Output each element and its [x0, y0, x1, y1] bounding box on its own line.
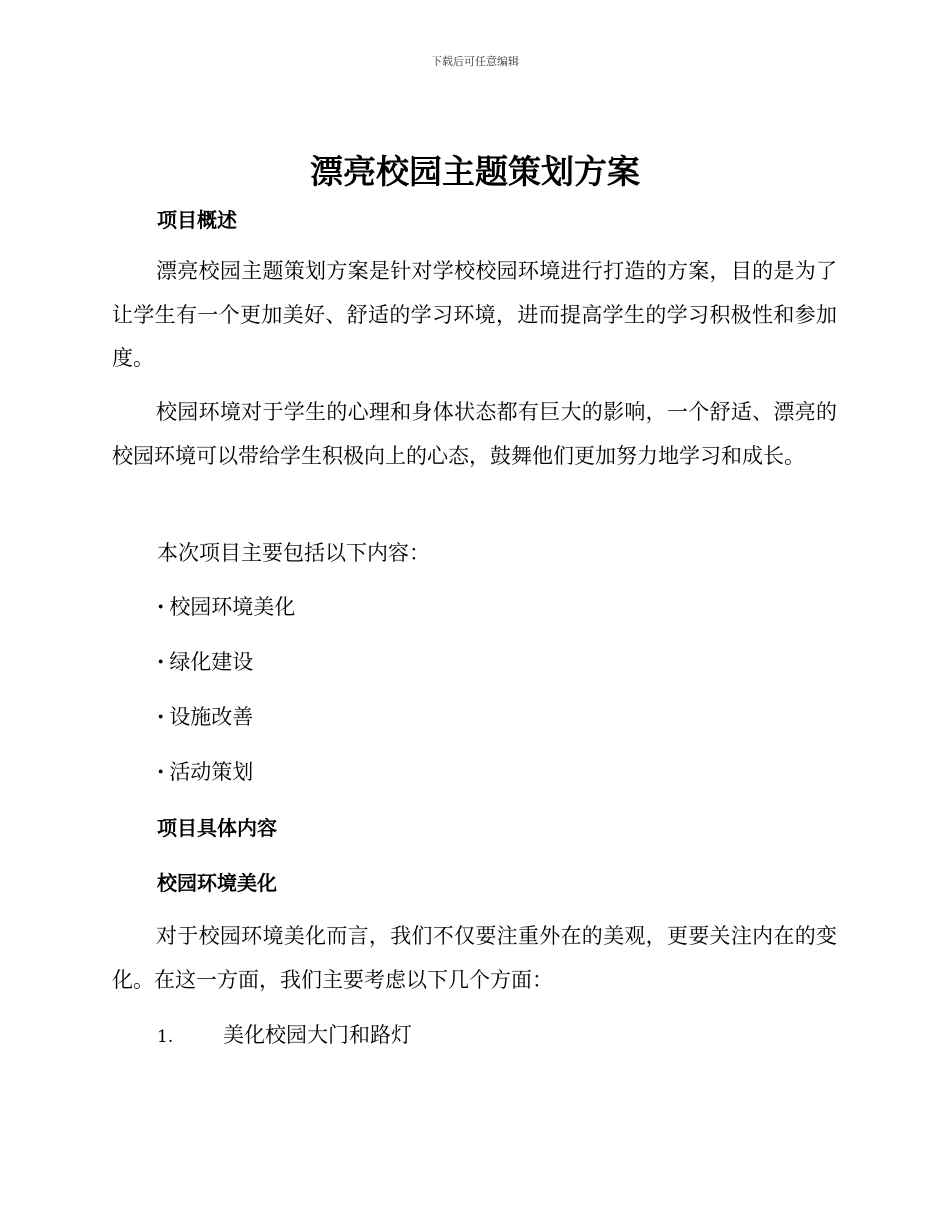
bullet-dot-icon: ·: [157, 649, 165, 674]
bullet-item: [157, 703, 253, 731]
bullet-item: [157, 648, 253, 676]
numbered-item-marker: 1.: [157, 1027, 174, 1047]
numbered-item: [157, 1021, 412, 1051]
bullet-item-text: 绿化建设: [169, 650, 254, 674]
bullet-item-text: 活动策划: [169, 760, 254, 784]
bullet-dot-icon: ·: [157, 759, 165, 784]
numbered-item-text: 美化校园大门和路灯: [223, 1023, 412, 1047]
section-heading-details: 项目具体内容: [157, 816, 277, 840]
bullet-item-text: 设施改善: [169, 705, 254, 729]
document-title: 漂亮校园主题策划方案: [310, 152, 640, 191]
subsection-heading: 校园环境美化: [157, 871, 277, 895]
bullet-item: [157, 593, 295, 621]
overview-paragraph-1: 漂亮校园主题策划方案是针对学校校园环境进行打造的方案，目的是为了让学生有一个更加美好、舒适的学习环境，进而提高学生的学习积极性和参加度。: [112, 259, 837, 370]
bullet-item: [157, 758, 253, 786]
details-paragraph: 对于校园环境美化而言，我们不仅要注重外在的美观，更要关注内在的变化。在这一方面，我们主要考虑以下几个方面：: [112, 924, 837, 992]
bullet-item-text: 校园环境美化: [169, 595, 296, 619]
list-intro: 本次项目主要包括以下内容：: [157, 541, 430, 565]
bullet-dot-icon: ·: [157, 704, 165, 729]
header-note: 下载后可任意编辑: [431, 55, 519, 68]
bullet-dot-icon: ·: [157, 594, 165, 619]
overview-paragraph-2: 校园环境对于学生的心理和身体状态都有巨大的影响，一个舒适、漂亮的校园环境可以带给学生积极向上的心态，鼓舞他们更加努力地学习和成长。: [112, 400, 837, 468]
section-heading-overview: 项目概述: [157, 208, 237, 232]
